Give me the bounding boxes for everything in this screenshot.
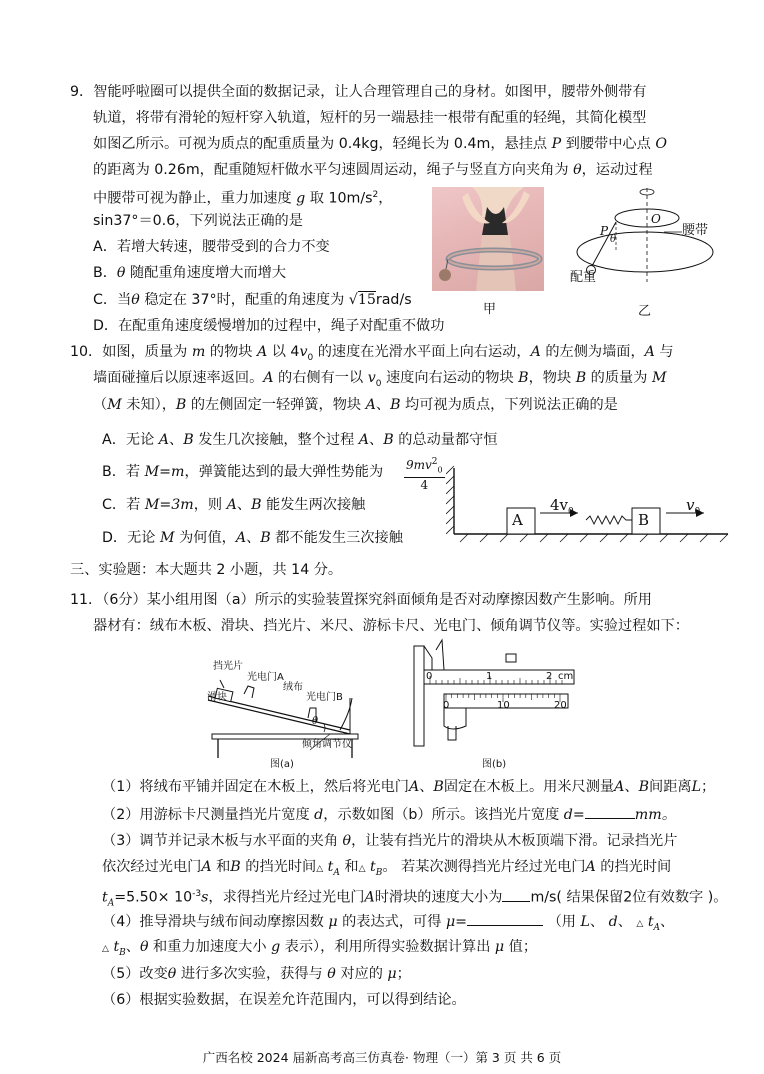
q9-option-c: C．当θ 稳定在 37°时，配重的角速度为 √15rad/s — [93, 292, 412, 308]
fig-a-label-slider: 滑块 — [207, 692, 227, 703]
hula-hoop-photo-drawing — [432, 187, 544, 291]
fig-a-caption: 图(a) — [270, 759, 294, 770]
fig-a-label-gate-b: 光电门B — [306, 692, 343, 703]
q9-line4: 的距离为 0.26m，配重随短杆做水平匀速圆周运动，绳子与竖直方向夹角为 θ，运动过程 — [93, 162, 653, 178]
model-label-weight: 配重 — [570, 270, 597, 285]
q11-step2: （2）用游标卡尺测量挡光片宽度 d，示数如图（b）所示。该挡光片宽度 d= mm。 — [102, 804, 676, 825]
q11-step4: （4）推导滑块与绒布间动摩擦因数 μ 的表达式，可得 μ= （用 L、 d、 △ $t_A$、 — [102, 911, 674, 938]
q10-block-a-label: A — [512, 511, 523, 529]
caliper-main-1: 1 — [486, 671, 493, 682]
q11-step5: （5）改变θ 进行多次实验，获得与 θ 对应的 μ； — [102, 966, 411, 982]
q10-line3: （M 未知），B 的左侧固定一轻弹簧，物块 A、B 均可视为质点，下列说法正确的是 — [93, 397, 618, 413]
model-label-theta: θ — [610, 234, 617, 245]
q11-step3: （3）调节并记录木板与水平面的夹角 θ，让装有挡光片的滑块从木板顶端下滑。记录挡光片 — [102, 833, 678, 849]
q9-option-b: B．θ 随配重角速度增大而增大 — [93, 265, 287, 281]
q9-line5: 中腰带可视为静止，重力加速度 g 取 $10m/s^2$， — [93, 190, 393, 207]
answer-blank-mu[interactable] — [467, 911, 543, 926]
q10-velocity-4v0: $4v_0$ — [550, 496, 574, 517]
q10-option-d: D．无论 M 为何值，A、B 都不能发生三次接触 — [102, 530, 403, 546]
q11-step3-line3: $t_A=5.50\times 10^{-3}s$，求得挡光片经过光电门A时滑块的速度大小为 m/s( 结果保留2位有效数字 )。 — [102, 884, 727, 914]
answer-blank-width[interactable] — [585, 804, 635, 819]
caliper-vernier-20: 20 — [554, 700, 567, 711]
hula-hoop-photo — [432, 187, 544, 291]
q10-line2: 墙面碰撞后以原速率返回。A 的右侧有一以 $v_0$ 速度向右运动的物块 B，物块 B 的质量为 M — [93, 370, 667, 389]
caliper-vernier-10: 10 — [497, 700, 510, 711]
model-label-belt: 腰带 — [682, 223, 709, 238]
q9-option-a: A．若增大转速，腰带受到的合力不变 — [93, 239, 330, 255]
answer-blank-speed[interactable] — [502, 887, 530, 902]
figure-jia-label: 甲 — [483, 302, 497, 317]
q9-line1: 9．智能呼啦圈可以提供全面的数据记录，让人合理管理自己的身材。如图甲，腰带外侧带有 — [70, 84, 647, 100]
fig-a-label-gate-a: 光电门A — [247, 672, 284, 683]
model-label-p: P — [600, 224, 609, 238]
fig-b-caption: 图(b) — [482, 759, 507, 770]
caliper-unit-cm: cm — [558, 671, 574, 682]
q9-option-d: D．在配重角速度缓慢增加的过程中，绳子对配重不做功 — [93, 318, 445, 334]
caliper-vernier-0: 0 — [443, 700, 450, 711]
q10-option-a: A．无论 A、B 发生几次接触，整个过程 A、B 的总动量都守恒 — [102, 432, 498, 448]
q11-step1: （1）将绒布平铺并固定在木板上，然后将光电门A、B固定在木板上。用米尺测量A、B间距离L； — [102, 779, 716, 795]
fig-a-label-light-blocker: 挡光片 — [213, 661, 243, 672]
q10-option-c: C．若 M=3m，则 A、B 能发生两次接触 — [102, 497, 366, 513]
q9-line6: sin37°＝0.6，下列说法正确的是 — [93, 213, 303, 229]
q11-line1: 11．（6分）某小组用图（a）所示的实验装置探究斜面倾角是否对动摩擦因数产生影响。所用 — [70, 592, 652, 608]
hula-hoop-model-diagram — [556, 182, 716, 317]
caliper-main-2: 2 — [546, 671, 553, 682]
fig-a-label-theta: θ — [312, 716, 319, 727]
q10-velocity-v0: $v_0$ — [686, 496, 701, 517]
q11-step4-line2: △ $t_B$、θ 和重力加速度大小 g 表示），利用所得实验数据计算出 μ 值； — [102, 939, 538, 958]
q9-line3: 如图乙所示。可视为质点的配重质量为 0.4kg，轻绳长为 0.4m，悬挂点 P 到腰带中心点 O — [93, 136, 667, 152]
q10-block-b-label: B — [638, 511, 650, 529]
q10-line1: 10．如图，质量为 m 的物块 A 以 $4v_0$ 的速度在光滑水平面上向右运动，A 的左侧为墙面，A 与 — [70, 344, 674, 363]
figure-b-vernier-caliper — [408, 636, 578, 756]
q10-option-b-fraction: $\frac{9mv^2_0}{4}$ — [406, 457, 443, 493]
section-3-heading: 三、实验题：本大题共 2 小题，共 14 分。 — [70, 562, 343, 578]
fig-a-label-cloth: 绒布 — [283, 682, 303, 693]
q11-step6: （6）根据实验数据，在误差允许范围内，可以得到结论。 — [102, 992, 466, 1008]
model-label-o: O — [651, 212, 661, 226]
figure-yi-label: 乙 — [638, 304, 652, 319]
page-footer: 广西名校 2024 届新高考高三仿真卷· 物理（一）第 3 页 共 6 页 — [202, 1050, 562, 1065]
q11-step3-line2: 依次经过光电门A 和B 的挡光时间△ $t_A$ 和△ $t_B$。 若某次测得挡光片经过光电门A 的挡光时间 — [102, 859, 672, 878]
q9-line2: 轨道，将带有滑轮的短杆穿入轨道，短杆的另一端悬挂一根带有配重的轻绳，其简化模型 — [93, 110, 647, 126]
q10-option-b: B．若 M=m，弹簧能达到的最大弹性势能为 — [102, 464, 384, 480]
fig-a-label-angle-adjuster: 倾角调节仪 — [302, 739, 352, 750]
q11-line2: 器材有：绒布木板、滑块、挡光片、米尺、游标卡尺、光电门、倾角调节仪等。实验过程如下： — [93, 618, 689, 634]
caliper-main-0: 0 — [426, 671, 433, 682]
